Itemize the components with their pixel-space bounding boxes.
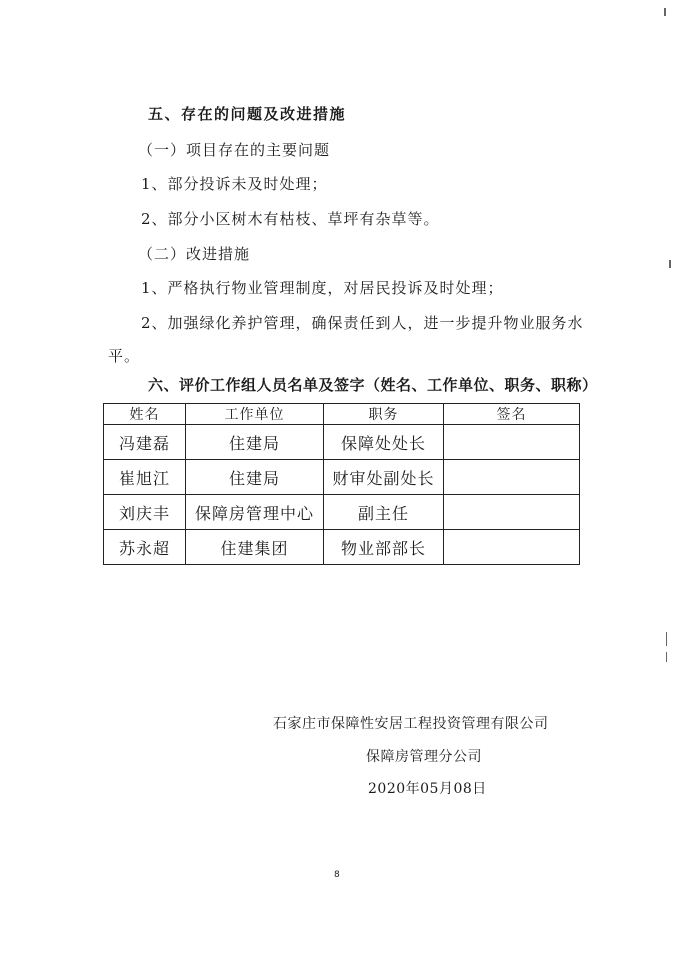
cell-position: 物业部部长	[324, 530, 444, 565]
footer-date: 2020年05月08日	[368, 781, 487, 797]
table-row	[104, 530, 580, 565]
footer-branch: 保障房管理分公司	[366, 749, 482, 765]
scan-mark	[666, 652, 667, 662]
column-header: 工作单位	[186, 404, 324, 425]
section5-sub2-title: （二）改进措施	[138, 245, 251, 263]
problem-item: 2、部分小区树木有枯枝、草坪有杂草等。	[141, 210, 440, 228]
column-header: 职务	[324, 404, 444, 425]
cell-unit: 住建局	[186, 425, 324, 460]
cell-name: 崔旭江	[104, 460, 186, 495]
cell-unit: 住建局	[186, 460, 324, 495]
cell-unit: 住建集团	[186, 530, 324, 565]
cell-position: 副主任	[324, 495, 444, 530]
cell-name: 苏永超	[104, 530, 186, 565]
page-number: 8	[334, 870, 340, 880]
measure-item: 1、严格执行物业管理制度，对居民投诉及时处理；	[141, 279, 504, 297]
table-header-row	[104, 404, 580, 425]
scan-mark	[666, 632, 667, 646]
measure-item: 2、加强绿化养护管理，确保责任到人，进一步提升物业服务水	[141, 314, 584, 332]
section5-heading: 五、存在的问题及改进措施	[148, 105, 347, 123]
cell-signature	[444, 495, 580, 530]
table-row	[104, 460, 580, 495]
table-row	[104, 425, 580, 460]
cell-signature	[444, 530, 580, 565]
evaluation-team-table	[103, 403, 580, 565]
cell-unit: 保障房管理中心	[186, 495, 324, 530]
cell-signature	[444, 460, 580, 495]
cell-position: 财审处副处长	[324, 460, 444, 495]
cell-signature	[444, 425, 580, 460]
footer-company: 石家庄市保障性安居工程投资管理有限公司	[273, 716, 549, 732]
cell-position: 保障处处长	[324, 425, 444, 460]
section5-sub1-title: （一）项目存在的主要问题	[138, 141, 331, 159]
column-header: 姓名	[104, 404, 186, 425]
scan-mark	[669, 260, 671, 268]
section6-heading: 六、评价工作组人员名单及签字（姓名、工作单位、职务、职称）	[148, 376, 598, 394]
table-row	[104, 495, 580, 530]
column-header: 签名	[444, 404, 580, 425]
cell-name: 冯建磊	[104, 425, 186, 460]
scan-mark	[664, 8, 666, 16]
measure-item-continued: 平。	[108, 347, 141, 365]
cell-name: 刘庆丰	[104, 495, 186, 530]
problem-item: 1、部分投诉未及时处理；	[141, 175, 328, 193]
